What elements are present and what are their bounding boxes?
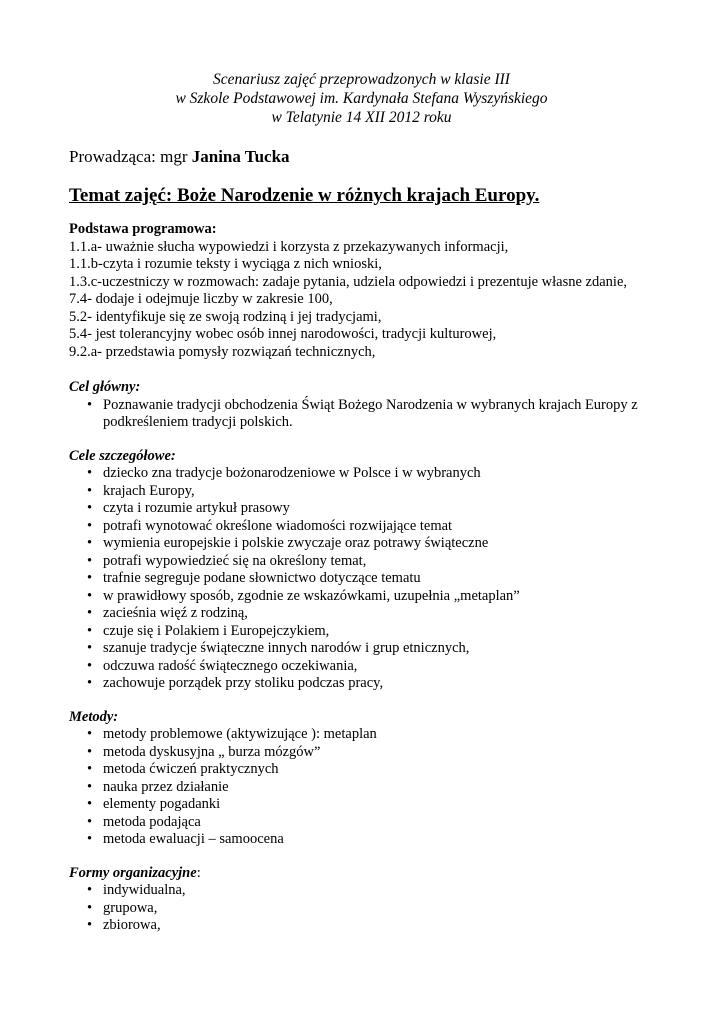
- list-item: [69, 900, 664, 918]
- specific-goals-title: Cele szczegółowe:: [69, 447, 176, 464]
- bullet-icon: •: [87, 605, 93, 621]
- list-item: [69, 744, 664, 762]
- bullet-icon: •: [87, 535, 93, 551]
- list-item: [69, 397, 664, 432]
- list-item: [69, 726, 664, 744]
- header-line-1: Scenariusz zajęć przeprowadzonych w klasie III: [213, 71, 510, 88]
- list-item-text: czuje się i Polakiem i Europejczykiem,: [103, 622, 330, 639]
- list-item-text: w prawidłowy sposób, zgodnie ze wskazówkami, uzupełnia „metaplan”: [103, 587, 520, 604]
- list-item: [69, 588, 664, 606]
- methods-section: [69, 709, 664, 849]
- list-item-text: wymienia europejskie i polskie zwyczaje oraz potrawy świąteczne: [103, 535, 489, 551]
- bullet-icon: •: [87, 796, 93, 812]
- methods-title: Metody:: [69, 708, 119, 725]
- teacher-line: [69, 147, 664, 167]
- main-goal-list: [69, 397, 664, 432]
- bullet-icon: •: [87, 570, 93, 586]
- list-item-text: indywidualna,: [103, 882, 186, 898]
- bullet-icon: •: [87, 761, 93, 777]
- curriculum-line: 1.1.a- uważnie słucha wypowiedzi i korzysta z przekazywanych informacji,: [69, 238, 509, 255]
- curriculum-line: 1.3.c-uczestniczy w rozmowach: zadaje pytania, udziela odpowiedzi i prezentuje własne zdanie,: [69, 273, 628, 290]
- list-item-text: czyta i rozumie artykuł prasowy: [103, 500, 290, 516]
- curriculum-section: [69, 221, 664, 361]
- bullet-icon: •: [87, 675, 93, 691]
- curriculum-line: 1.1.b-czyta i rozumie teksty i wyciąga z nich wnioski,: [69, 256, 382, 272]
- list-item: [69, 535, 664, 553]
- list-item-text: zachowuje porządek przy stoliku podczas pracy,: [103, 675, 384, 691]
- list-item: [69, 779, 664, 797]
- bullet-icon: •: [87, 813, 93, 830]
- list-item: [69, 570, 664, 588]
- list-item-text: nauka przez działanie: [103, 778, 229, 795]
- list-item: [69, 814, 664, 832]
- bullet-icon: •: [87, 517, 93, 534]
- bullet-icon: •: [87, 482, 93, 499]
- list-item: [69, 483, 664, 501]
- lesson-topic: Temat zajęć: Boże Narodzenie w różnych krajach Europy.: [69, 185, 540, 206]
- list-item: [69, 553, 664, 571]
- list-item-text: elementy pogadanki: [103, 796, 221, 812]
- specific-goals-section: [69, 448, 664, 693]
- bullet-icon: •: [87, 882, 93, 898]
- curriculum-lines: [69, 239, 664, 362]
- teacher-name: Janina Tucka: [191, 147, 290, 166]
- main-goal-section: [69, 379, 664, 432]
- bullet-icon: •: [87, 622, 93, 639]
- list-item: [69, 761, 664, 779]
- forms-section: [69, 865, 664, 935]
- list-item-text: dziecko zna tradycje bożonarodzeniowe w Polsce i w wybranych: [103, 465, 481, 481]
- list-item-text: odczuwa radość świątecznego oczekiwania,: [103, 657, 358, 674]
- bullet-icon: •: [87, 587, 93, 604]
- bullet-icon: •: [87, 917, 93, 933]
- forms-heading: [69, 865, 664, 883]
- list-item: [69, 518, 664, 536]
- list-item: [69, 658, 664, 676]
- list-item-text: krajach Europy,: [103, 482, 195, 499]
- list-item-text: potrafi wypowiedzieć się na określony temat,: [103, 552, 367, 569]
- list-item-text: potrafi wynotować określone wiadomości rozwijające temat: [103, 517, 453, 534]
- teacher-label: Prowadząca: mgr: [69, 147, 192, 166]
- main-goal-title: Cel główny:: [69, 379, 141, 395]
- list-item-text: zacieśnia więź z rodziną,: [103, 605, 248, 621]
- curriculum-title: Podstawa programowa:: [69, 221, 217, 237]
- header-line-2: w Szkole Podstawowej im. Kardynała Stefana Wyszyńskiego: [175, 90, 548, 107]
- list-item-text: metoda dyskusyjna „ burza mózgów”: [103, 743, 321, 760]
- bullet-icon: •: [87, 465, 93, 481]
- list-item: [69, 831, 664, 849]
- bullet-icon: •: [87, 778, 93, 795]
- list-item-text: szanuje tradycje świąteczne innych narodów i grup etnicznych,: [103, 640, 470, 656]
- methods-list: [69, 726, 664, 849]
- list-item-text: metoda podająca: [103, 813, 201, 830]
- list-item: [69, 675, 664, 693]
- bullet-icon: •: [87, 500, 93, 516]
- curriculum-line: 5.2- identyfikuje się ze swoją rodziną i jej tradycjami,: [69, 308, 382, 325]
- list-item: [69, 605, 664, 623]
- list-item-text: metoda ewaluacji – samoocena: [103, 831, 284, 847]
- forms-title: Formy organizacyjne: [69, 864, 197, 881]
- forms-colon: :: [196, 864, 201, 881]
- curriculum-line: 5.4- jest tolerancyjny wobec osób innej narodowości, tradycji kulturowej,: [69, 326, 497, 342]
- bullet-icon: •: [87, 743, 93, 760]
- list-item: [69, 640, 664, 658]
- bullet-icon: •: [87, 899, 93, 916]
- bullet-icon: •: [87, 831, 93, 847]
- list-item-text: zbiorowa,: [103, 917, 161, 933]
- bullet-icon: •: [87, 657, 93, 674]
- document-header: [59, 70, 664, 127]
- bullet-icon: •: [87, 396, 93, 413]
- list-item: [69, 500, 664, 518]
- list-item: [69, 796, 664, 814]
- curriculum-line: 7.4- dodaje i odejmuje liczby w zakresie 100,: [69, 291, 333, 307]
- list-item: [69, 465, 664, 483]
- header-line-3: w Telatynie 14 XII 2012 roku: [271, 109, 452, 126]
- list-item-text: metoda ćwiczeń praktycznych: [103, 761, 279, 777]
- list-item: [69, 882, 664, 900]
- specific-goals-list: [69, 465, 664, 693]
- list-item-text: metody problemowe (aktywizujące ): metaplan: [103, 726, 377, 742]
- list-item-text: trafnie segreguje podane słownictwo dotyczące tematu: [103, 570, 421, 586]
- bullet-icon: •: [87, 726, 93, 742]
- curriculum-line: 9.2.a- przedstawia pomysły rozwiązań technicznych,: [69, 343, 376, 360]
- list-item: [69, 917, 664, 935]
- bullet-icon: •: [87, 640, 93, 656]
- list-item-text: grupowa,: [103, 899, 158, 916]
- list-item-text: Poznawanie tradycji obchodzenia Świąt Bożego Narodzenia w wybranych krajach Europy z podkreśleniem tradycji polskich.: [103, 396, 638, 430]
- forms-list: [69, 882, 664, 935]
- bullet-icon: •: [87, 552, 93, 569]
- list-item: [69, 623, 664, 641]
